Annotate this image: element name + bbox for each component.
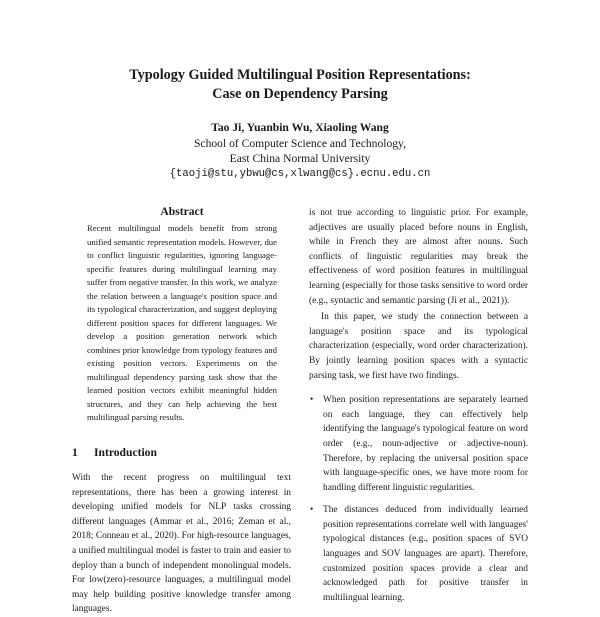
title-line-2: Case on Dependency Parsing [212,86,388,102]
abstract-text: Recent multilingual models benefit from strong unified semantic representation models. However, due to conflict linguistic regularities, ignoring language-specific features during multilingual learning may suffer from negative transfer. In this work, we analyze the relation between a language's position space and its typological characterization, and suggest deploying different position spaces for different languages. We develop a position generation network which combines prior knowledge from typology features and existing position vectors. Experiments on the multilingual dependency parsing task show that the learned position vectors exhibit meaningful hidden structures, and they can help achieving the best multilingual parsing results. [87,223,277,422]
affiliation-line-2: East China Normal University [229,152,371,166]
list-item [309,393,528,495]
author-block [60,120,540,182]
paper-title [60,66,540,104]
section-number: 1 [72,446,78,459]
bullet-icon: • [310,395,314,406]
continued-paragraph: is not true according to linguistic prior. For example, adjectives are usually placed before nouns in English, while in French they are almost after nouns. Such conflicts of linguistic regularities may break the effectiveness of word position features in multilingual learning (especially for those tasks sensitive to word order (e.g., syntactic and semantic parsing (Ji et al., 2021)). [309,208,528,306]
affiliation-line-1: School of Computer Science and Technology, [193,136,406,150]
list-item [309,503,528,605]
list-item-text: When position representations are separately learned on each language, they can effectively help identifying the language's typological feature on word order (e.g., noun-adjective or adjective-noun). Therefore, by replacing the universal position space with language-specific ones, we have more room for handling different linguistic regularities. [323,395,528,493]
findings-list [309,393,528,605]
abstract-heading: Abstract [160,205,204,218]
introduction-paragraph-1: With the recent progress on multilingual text representations, there has been a growing interest in developing unified models for NLP tasks crossing different languages (Ammar et al., 2016; Zeman et al., 2018; Conneau et al., 2020). For high-resource languages, a unified multilingual model is faster to train and easier to deploy than a bunch of independent monolingual models. For low(zero)-resource languages, a multilingual model may help building positive knowledge transfer among languages. [72,473,291,615]
right-column [309,206,528,613]
author-names: Tao Ji, Yuanbin Wu, Xiaoling Wang [211,121,389,134]
bullet-icon: • [310,505,314,516]
section-heading-introduction [72,446,157,459]
list-item-text: The distances deduced from individually learned position representations correlate well with languages' typological distances (e.g., position spaces of SVO languages and SOV languages are apart). Therefore, customized position spaces provide a clear and acknowledged path for positive transfer in multilingual learning. [323,505,528,603]
findings-intro-paragraph: In this paper, we study the connection between a language's position space and its typological characterization (especially, word order characterization). By jointly learning position spaces with a syntactic parsing task, we first have two findings. [309,312,528,381]
title-line-1: Typology Guided Multilingual Position Representations: [129,67,471,83]
section-title: Introduction [94,446,157,459]
author-emails: {taoji@stu,ybwu@cs,xlwang@cs}.ecnu.edu.cn [169,167,431,180]
